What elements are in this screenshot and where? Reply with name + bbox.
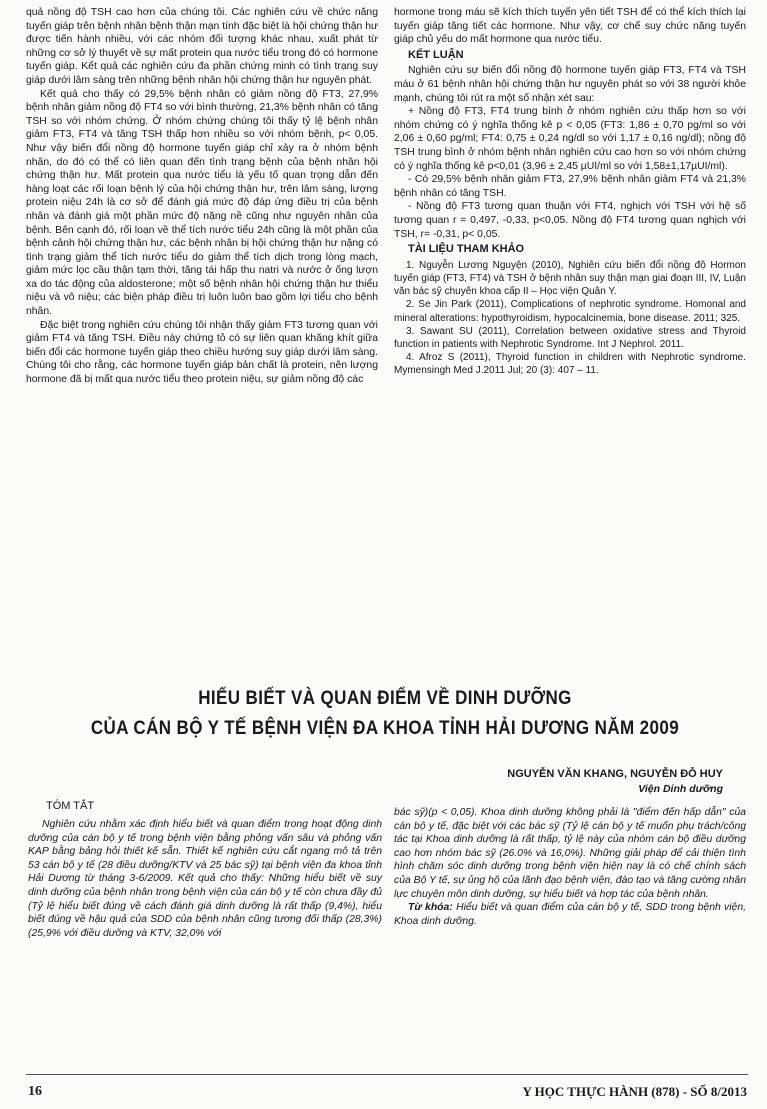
footer-divider: [26, 1074, 748, 1075]
article-title-line-2: [40, 718, 730, 738]
abstract-right-column: [394, 806, 746, 928]
conclusion-heading: KẾT LUẬN: [408, 48, 464, 61]
conclusion-item: - Nồng độ FT3 tương quan thuận với FT4, nghịch với TSH với hệ số tương quan r = 0,497, -0,33, p<0,05. Nồng độ FT4 tương quan nghịch với TSH, r= -0,31, p< 0,05.: [394, 201, 746, 240]
abstract-heading: TÓM TẮT: [46, 800, 95, 812]
title-text: CỦA CÁN BỘ Y TẾ BỆNH VIỆN ĐA KHOA TỈNH HẢI DƯƠNG NĂM 2009: [90, 716, 680, 739]
reference-item: 3. Sawant SU (2011), Correlation between oxidative stress and Thyroid function in patients with Nephrotic Syndrome. Int J Nephrol. 2011.: [394, 325, 746, 350]
references-heading: TÀI LIỆU THAM KHẢO: [408, 243, 525, 256]
paragraph: Đặc biệt trong nghiên cứu chúng tôi nhận thấy giảm FT3 tương quan với giảm FT4 và tăng TSH. Điều này chứng tỏ có sự liên quan khăng khít giữa biến đổi các hormone tuyến giáp theo chiều hướng suy giáp dưới lâm sàng. Chúng tôi cho rằng, các hormone tuyến giáp bản chất là protein, nên lượng hormone đã bị mất qua nước tiểu theo protein niệu, sự giảm nồng độ các: [26, 319, 378, 386]
authors-block: [393, 768, 723, 795]
page-number: 16: [28, 1084, 42, 1099]
abstract-text: bác sỹ)(p < 0,05). Khoa dinh dưỡng không phải là "điểm đến hấp dẫn" của cán bộ y tế, đặc biệt với các bác sỹ (Tỷ lệ cán bộ y tế muốn phụ trách/công tác tại Khoa dinh dưỡng là rất thấp, tỷ lệ này của nhóm cán bộ điều dưỡng cao hơn nhóm bác sỹ (26.0% và 16,0%). Những giải pháp để cải thiện tình hình chăm sóc dinh dưỡng trong bệnh viện hiện nay là có chế chính sách của Bộ Y tế, sự ủng hộ của lãnh đạo bệnh viện, đào tạo và tăng cường nhân lực chuyên môn dinh dưỡng, sự hiểu biết và hợp tác của bệnh nhân.: [394, 807, 746, 900]
paragraph: quả nồng độ TSH cao hơn của chúng tôi. Các nghiên cứu về chức năng tuyến giáp trên bệnh nhân bệnh thận mạn tính đặc biệt là hội chứng thận hư được tiến hành nhiều, với các nhóm đối tượng khác nhau, xuất phát từ những cơ sở lý thuyết về sự mất protein qua nước tiểu trong đó có hormone tuyến giáp. Kết quả các nghiên cứu đa phần chứng minh có tình trạng suy giáp dưới lâm sàng trên những bệnh nhân hội chứng thận hư nguyên phát.: [26, 7, 378, 86]
article-title-line-1: [40, 688, 730, 708]
affiliation: Viện Dinh dưỡng: [638, 783, 723, 795]
abstract-left-column: [28, 818, 382, 940]
paragraph: Nghiên cứu sự biến đổi nồng độ hormone tuyến giáp FT3, FT4 và TSH máu ở 61 bệnh nhân hội chứng thận hư nguyên phát so với 38 người khỏe mạnh, chúng tôi rút ra một số nhận xét sau:: [394, 65, 746, 104]
journal-footer: Y HỌC THỰC HÀNH (878) - SỐ 8/2013: [522, 1084, 747, 1099]
top-left-column: [26, 6, 378, 387]
title-text: HIỂU BIẾT VÀ QUAN ĐIỂM VỀ DINH DƯỠNG: [198, 686, 572, 709]
reference-item: 4. Afroz S (2011), Thyroid function in children with Nephrotic syndrome. Mymensingh Med J.2011 Jul; 20 (3): 407 – 11.: [394, 352, 746, 377]
reference-item: 2. Se Jin Park (2011), Complications of nephrotic syndrome. Homonal and mineral alterations: hypothyroidism, hypocalcinemia, bone disease. 2011; 325.: [394, 299, 746, 324]
conclusion-item: + Nồng độ FT3, FT4 trung bình ở nhóm nghiên cứu thấp hơn so với nhóm chứng có ý nghĩa thống kê p < 0,05 (FT3: 1,86 ± 0,70 pg/ml so với 2,06 ± 0,60 pg/ml; FT4: 0,75 ± 0,24 ng/dl so với 1,17 ± 0,16 ng/dl); nồng độ TSH trung bình ở nhóm bệnh nhân nghiên cứu cao hơn so với nhóm chứng có ý nghĩa thống kê p<0,01 (3,96 ± 2,45 µUI/ml so với 1,58±1,17µUI/ml).: [394, 106, 746, 172]
paragraph: hormone trong máu sẽ kích thích tuyến yên tiết TSH để có thể kích thích lại tuyến giáp tăng tiết các hormone. Như vậy, cơ chế suy chức năng tuyến giáp chủ yếu do mất hormone qua nước tiểu.: [394, 7, 746, 46]
keywords-label: Từ khóa:: [408, 902, 453, 914]
conclusion-item: - Có 29,5% bệnh nhân giảm FT3, 27,9% bệnh nhân giảm FT4 và 21,3% bệnh nhân có tăng TSH.: [394, 174, 746, 199]
reference-item: 1. Nguyễn Lương Nguyện (2010), Nghiên cứu biến đổi nồng độ Hormon tuyến giáp (FT3, FT4) và TSH ở bệnh nhân suy thận mạn giai đoạn III, IV, Luận văn bác sỹ chuyên khoa cấp II – Học viện Quân Y.: [394, 259, 746, 298]
keywords: [394, 901, 746, 928]
author-names: NGUYỄN VĂN KHANG, NGUYỄN ĐỖ HUY: [507, 768, 723, 780]
abstract-text: Nghiên cứu nhằm xác định hiểu biết và quan điểm trong hoạt động dinh dưỡng của cán bộ y tế trong bệnh viện bằng phỏng vấn sâu và phỏng vấn KAP bằng bảng hỏi thiết kế sẵn. Thiết kế nghiên cứu cắt ngang mô tả trên 53 cán bộ y tế (28 điều dưỡng/KTV và 25 bác sỹ) tại bệnh viện đa khoa tỉnh Hải Dương từ tháng 3-6/2009. Kết quả cho thấy: Những hiểu biết về suy dinh dưỡng của bệnh nhân trong bệnh viện của cán bộ y tế còn chưa đầy đủ (Tỷ lệ hiểu biết đúng về cách đánh giá dinh dưỡng là rất thấp (9,4%), hiểu biết đúng về hậu quả của SDD của bệnh nhân cũng tương đối thấp (28,3%)(25,9% với điều dưỡng và KTV, 32,0% với: [28, 819, 382, 939]
keywords-text: Hiểu biết và quan điểm của cán bộ y tế, SDD trong bệnh viện, Khoa dinh dưỡng.: [394, 902, 746, 927]
top-right-column: [394, 6, 746, 378]
paragraph: Kết quả cho thấy có 29,5% bệnh nhân có giảm nồng độ FT3, 27,9% bệnh nhân giảm nồng độ FT4 so với bình thường, 21,3% bệnh nhân có tăng TSH so với nhóm chứng. Ở nhóm chứng chúng tôi thấy tỷ lệ bệnh nhân giảm FT3, FT4 và tăng TSH thấp hơn nhiều so với nhóm bệnh, p< 0,05. Như vậy biến đổi nồng độ hormone tuyến giáp chỉ xảy ra ở nhóm bệnh nhân, do đó có thể có liên quan đến tình trạng bệnh của bệnh nhân hội chứng thận hư. Mất protein qua nước tiểu là yếu tố quan trọng dẫn đến hàng loạt các rối loạn bệnh lý của hội chứng thận hư, trên lâm sàng, lượng protein niệu 24h là cơ sở để đánh giá mức độ đáp ứng điều trị của bệnh nhân và đánh giá một phần mức độ nặng nề cũng như nguyên nhân của bệnh. Bên cạnh đó, rối loạn về thể tích nước tiểu 24h cũng là một phần của bệnh cảnh hội chứng thận hư, các bệnh nhân bị hội chứng thận hư nặng có tình trạng giảm thể tích nước tiểu do giảm thể tích dịch trong lòng mạch, giảm mức lọc cầu thận tạm thời, tăng tái hấp thu natri và nước ở ống lượn xa do tác động của aldosterone; một số bệnh nhân hội chứng thận hư thiểu niệu và vô niệu; các biện pháp điều trị luôn luôn bao gồm lợi tiểu cho bệnh nhân.: [26, 88, 378, 318]
